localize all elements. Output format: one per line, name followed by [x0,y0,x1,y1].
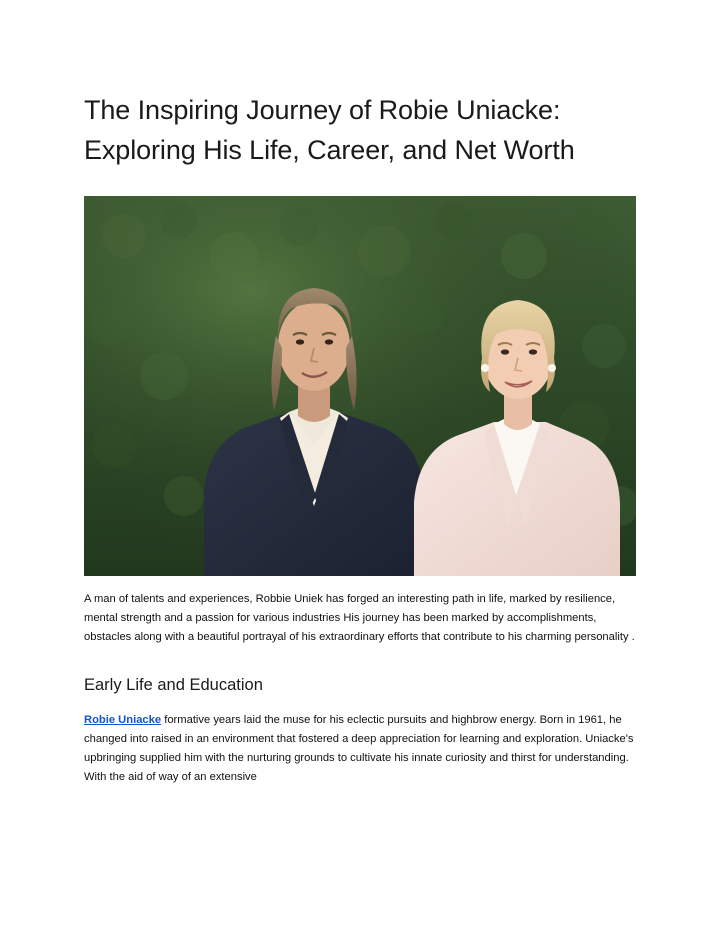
intro-paragraph: A man of talents and experiences, Robbie Uniek has forged an interesting path in life, marked by resilience, mental strength and a passion for various industries His journey has been marked by accomplishments, obstacles along with a beautiful portrayal of his extraordinary efforts that contribute to his charming personality . [84,593,635,643]
document-content [84,90,636,787]
hero-image-figure [84,196,636,576]
section-paragraph-text: formative years laid the muse for his eclectic pursuits and highbrow energy. Born in 1961, he changed into raised in an environment that fostered a deep appreciation for learning and exploration. Uniacke's upbringing supplied him with the nurturing grounds to cultivate his innate curiosity and thirst for understanding. With the aid of way of an extensive [84,714,634,783]
section-heading-early-life: Early Life and Education [84,676,263,694]
robie-uniacke-link[interactable]: Robie Uniacke [84,714,162,726]
page-title: The Inspiring Journey of Robie Uniacke: Exploring His Life, Career, and Net Worth [84,95,575,165]
couple-photo [84,196,636,576]
section-paragraph-early-life [84,711,636,787]
